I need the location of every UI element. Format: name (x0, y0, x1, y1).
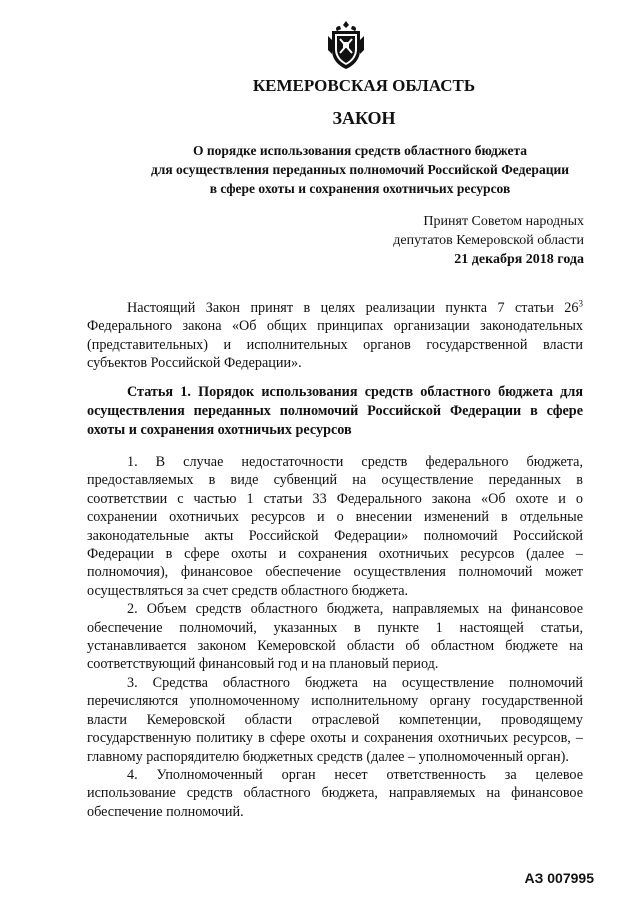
law-title-line: О порядке использования средств областного бюджета (193, 143, 527, 158)
preamble-paragraph (87, 299, 583, 373)
preamble (87, 299, 583, 373)
article-paragraph: 4. Уполномоченный орган несет ответственность за целевое использование средств областного бюджета, направляемых на финансовое обеспечение полномочий. (87, 766, 583, 820)
superscript: 3 (578, 298, 583, 309)
form-serial-number: АЗ 007995 (524, 870, 594, 886)
law-title-line: в сфере охоты и сохранения охотничьих ресурсов (209, 181, 511, 196)
adoption-date: 21 декабря 2018 года (454, 252, 584, 267)
document-type-heading: ЗАКОН (332, 108, 396, 128)
region-heading: КЕМЕРОВСКАЯ ОБЛАСТЬ (252, 76, 476, 95)
adoption-line: Принят Советом народных (423, 214, 584, 229)
law-title (90, 141, 630, 198)
article-paragraph: 2. Объем средств областного бюджета, направляемых на финансовое обеспечение полномочий, указанных в пункте 1 настоящей статьи, устанавливается законом Кемеровской области об областном бюджете на соответствующий финансовый год и на плановый период. (87, 601, 583, 673)
preamble-text: Настоящий Закон принят в целях реализации пункта 7 статьи 26 (127, 300, 579, 316)
article-paragraph: 3. Средства областного бюджета на осуществление полномочий перечисляются уполномоченному исполнительному органу государственной власти Кемеровской области отраслевой компетенции, проводящему государственную политику в сфере охоты и сохранения охотничьих ресурсов, – главному распорядителю бюджетных средств (далее – уполномоченный орган). (87, 674, 583, 765)
article-paragraph: 1. В случае недостаточности средств федерального бюджета, предоставляемых в виде субвенций на осуществление переданных в соответствии с частью 1 статьи 33 Федерального закона «Об охоте и о сохранении охотничьих ресурсов и о внесении изменений в отдельные законодательные акты Российской Федерации» полномочий Российской Федерации в сфере охоты и сохранения охотничьих ресурсов (далее – полномочия), финансовое обеспечение осуществления полномочий может осуществляться за счет средств областного бюджета. (87, 454, 583, 599)
article-heading: Статья 1. Порядок использования средств областного бюджета для осуществления переданных полномочий Российской Федерации в сфере охоты и сохранения охотничьих ресурсов (87, 384, 583, 438)
kemerovo-coat-of-arms-icon (326, 20, 366, 70)
article-body (87, 453, 583, 821)
adoption-block (393, 212, 584, 269)
adoption-line: депутатов Кемеровской области (393, 233, 584, 248)
law-title-line: для осуществления переданных полномочий Российской Федерации (150, 162, 570, 177)
preamble-text-cont: Федерального закона «Об общих принципах организации законодательных (представительных) и исполнительных органов государственной власти субъектов Российской Федерации». (87, 318, 583, 372)
